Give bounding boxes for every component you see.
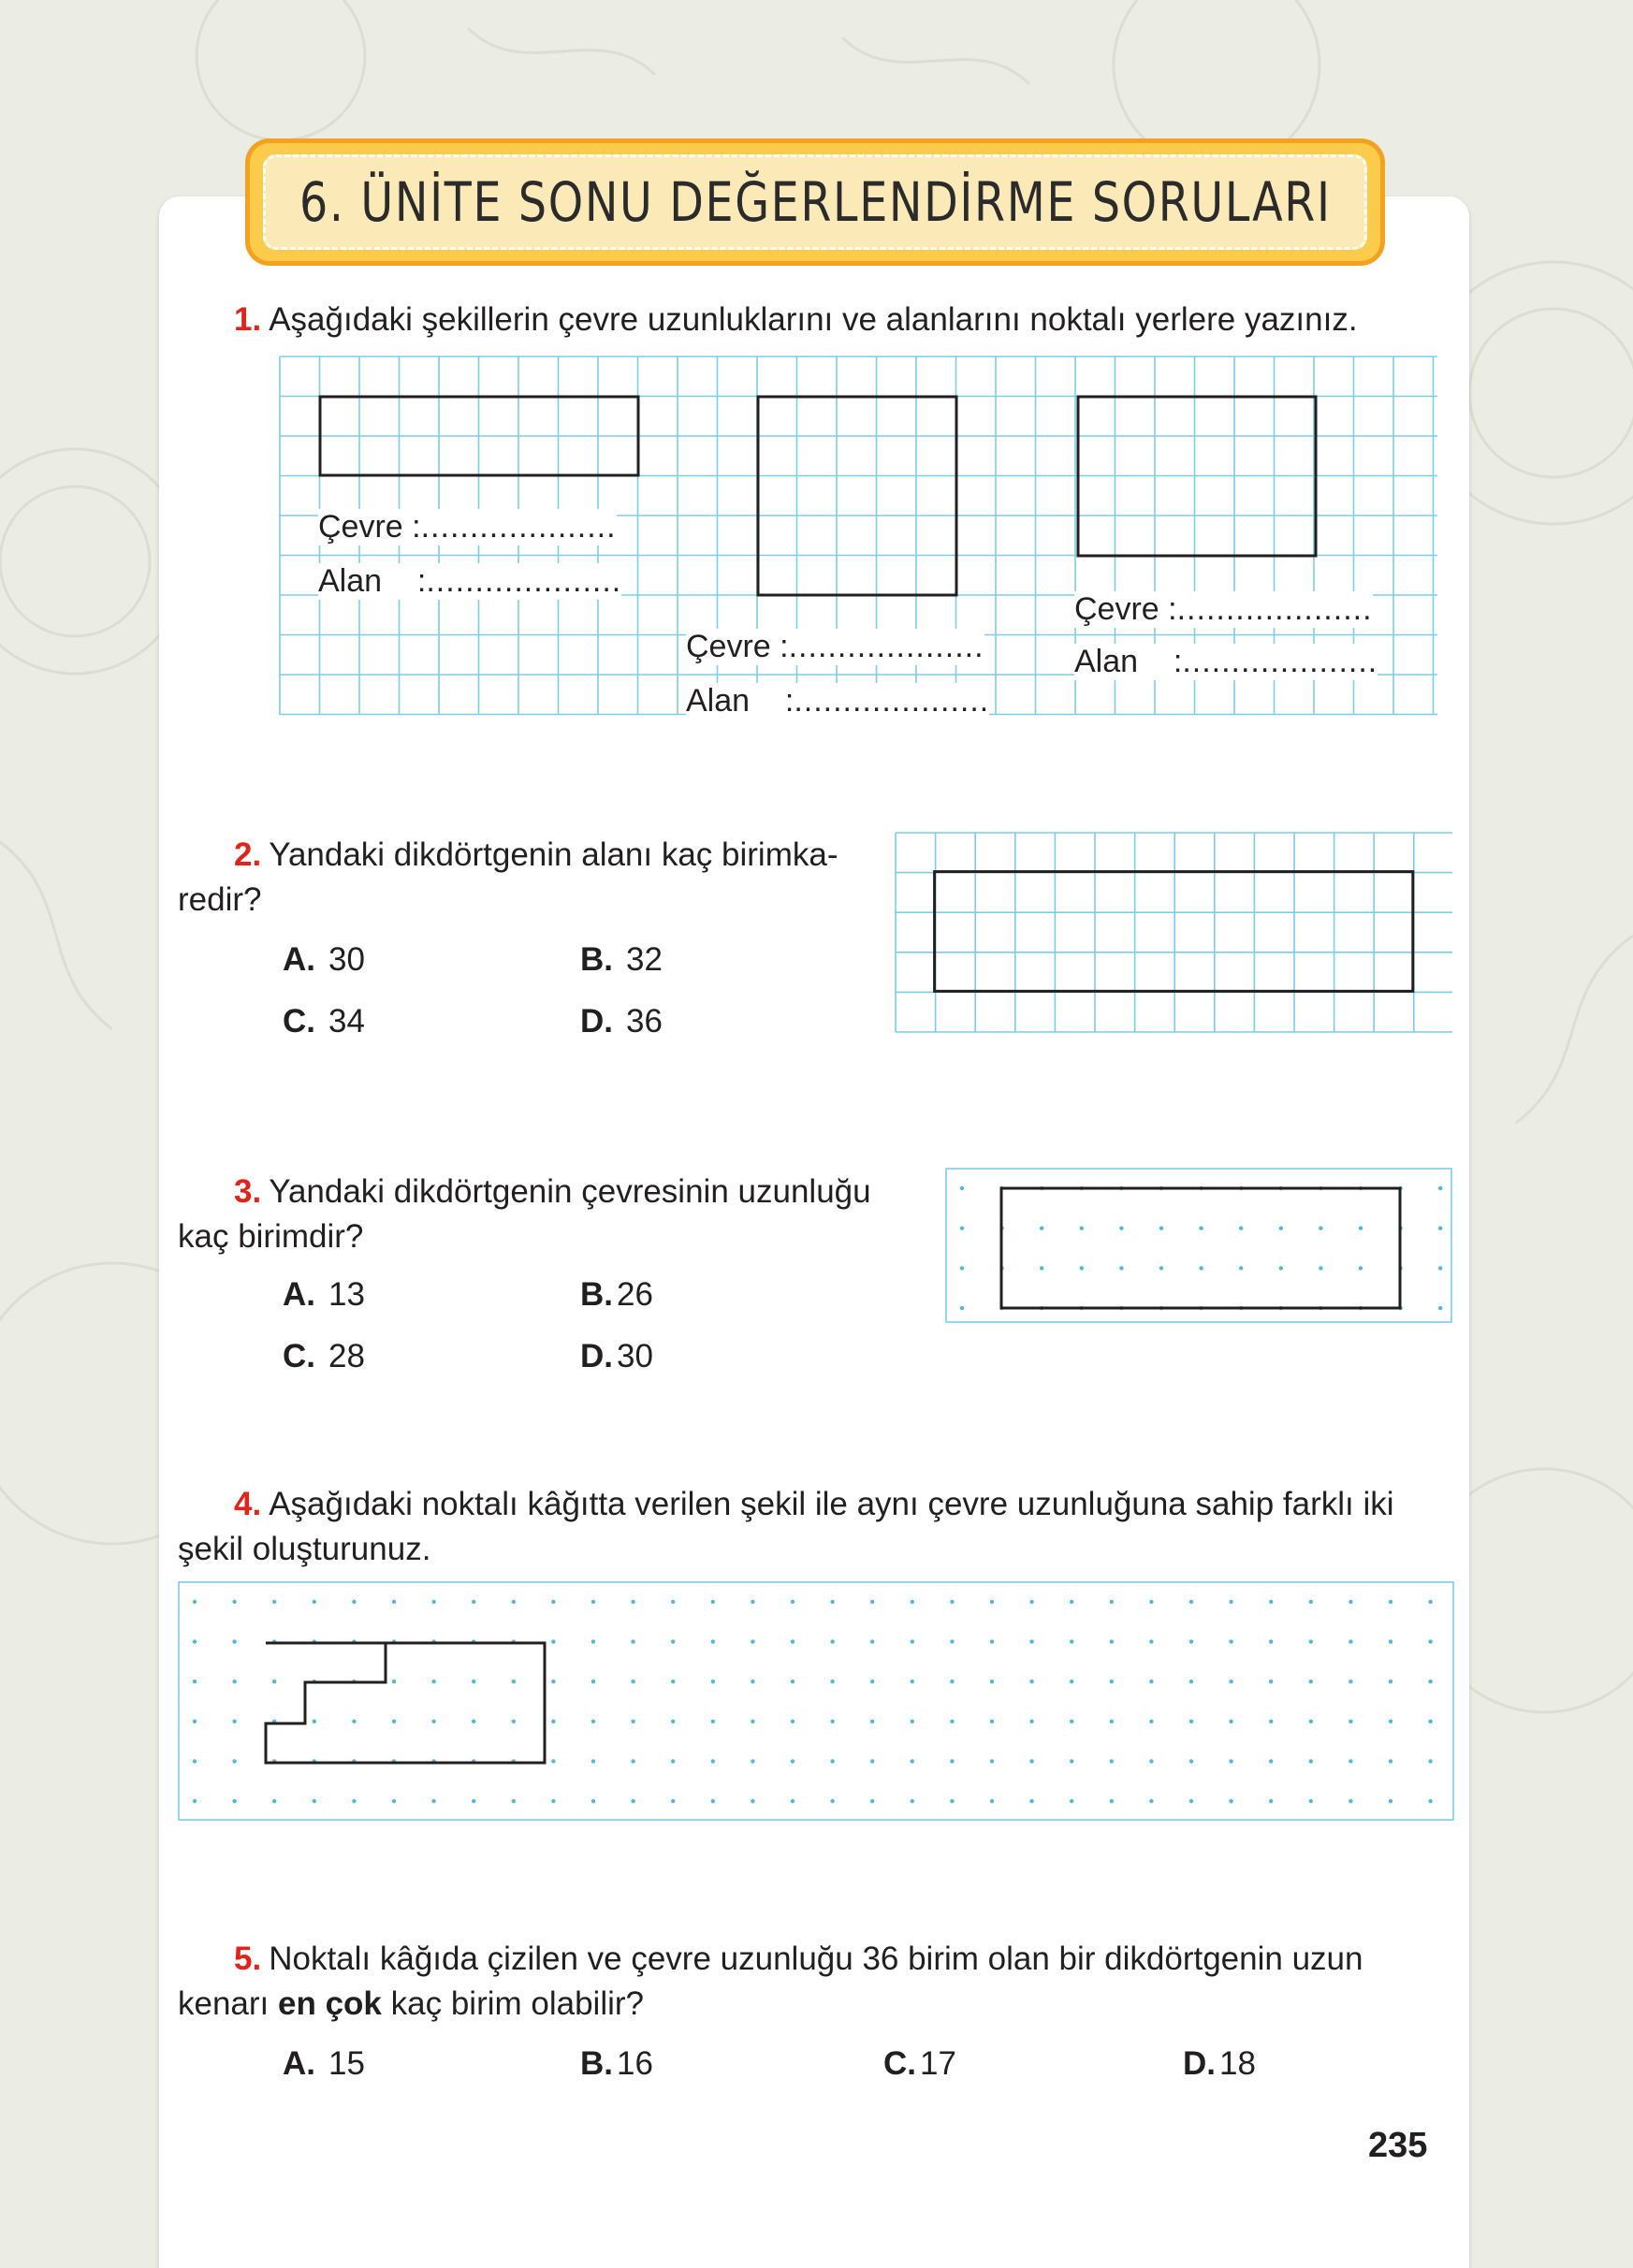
q3-option-c[interactable]: C. 28 bbox=[283, 1338, 365, 1374]
question-4 bbox=[234, 1482, 1394, 1527]
q3-option-d[interactable]: D. 30 bbox=[580, 1338, 653, 1374]
question-text: Aşağıdaki şekillerin çevre uzunluklarını ve alanlarını noktalı yerlere yazınız. bbox=[269, 301, 1358, 338]
q2-rectangle bbox=[935, 872, 1413, 992]
q4-staircase-shape bbox=[266, 1643, 545, 1763]
q5-option-a[interactable]: A. 15 bbox=[283, 2045, 365, 2082]
question-3 bbox=[234, 1170, 871, 1214]
question-1 bbox=[234, 298, 1358, 342]
q1-shape3-area-label: Alan :.................... bbox=[1074, 644, 1378, 679]
q2-option-b[interactable]: B. 32 bbox=[580, 941, 663, 978]
q2-option-a[interactable]: A. 30 bbox=[283, 941, 365, 978]
question-number: 1. bbox=[234, 301, 262, 338]
q5-option-c[interactable]: C. 17 bbox=[883, 2045, 956, 2082]
question-text: Aşağıdaki noktalı kâğıtta verilen şekil ile aynı çevre uzunluğuna sahip farklı iki bbox=[269, 1486, 1394, 1522]
question-text: Noktalı kâğıda çizilen ve çevre uzunluğu 36 birim olan bir dikdörtgenin uzun bbox=[269, 1941, 1363, 1977]
q1-square bbox=[758, 397, 956, 595]
q2-option-d[interactable]: D. 36 bbox=[580, 1003, 663, 1040]
q5-option-b[interactable]: B. 16 bbox=[580, 2045, 653, 2082]
question-number: 3. bbox=[234, 1173, 262, 1210]
question-text: Yandaki dikdörtgenin alanı kaç birimka- bbox=[269, 836, 838, 873]
q3-dot-figure bbox=[945, 1168, 1452, 1323]
q2-option-c[interactable]: C. 34 bbox=[283, 1003, 365, 1040]
q1-shape1-area-label: Alan :.................... bbox=[318, 563, 622, 599]
question-2 bbox=[234, 833, 838, 878]
question-3-cont: kaç birimdir? bbox=[178, 1218, 364, 1255]
q1-shape1-perimeter-label: Çevre :.................... bbox=[318, 509, 617, 545]
q3-option-a[interactable]: A. 13 bbox=[283, 1276, 365, 1313]
question-5 bbox=[234, 1937, 1363, 1982]
question-2-cont: redir? bbox=[178, 881, 262, 918]
question-number: 4. bbox=[234, 1486, 262, 1522]
question-text: Yandaki dikdörtgenin çevresinin uzunluğu bbox=[269, 1173, 871, 1210]
page-title: 6. ÜNİTE SONU DEĞERLENDİRME SORULARI bbox=[299, 170, 1332, 234]
q3-option-b[interactable]: B. 26 bbox=[580, 1276, 653, 1313]
title-banner bbox=[245, 138, 1385, 266]
q5-option-d[interactable]: D. 18 bbox=[1183, 2045, 1256, 2082]
q3-rectangle bbox=[1001, 1188, 1400, 1308]
question-4-cont: şekil oluşturunuz. bbox=[178, 1531, 431, 1567]
page-number: 235 bbox=[1368, 2126, 1428, 2165]
question-number: 5. bbox=[234, 1941, 262, 1977]
q4-dot-paper[interactable] bbox=[178, 1581, 1454, 1821]
q1-shape2-area-label: Alan :.................... bbox=[686, 683, 990, 719]
question-5-cont: kenarı en çok kaç birim olabilir? bbox=[178, 1985, 645, 2022]
question-number: 2. bbox=[234, 836, 262, 873]
title-banner-inner bbox=[263, 154, 1367, 250]
q2-grid-figure bbox=[895, 832, 1454, 1034]
q1-shape3-perimeter-label: Çevre :.................... bbox=[1074, 591, 1373, 627]
q1-shape2-perimeter-label: Çevre :.................... bbox=[686, 629, 984, 664]
